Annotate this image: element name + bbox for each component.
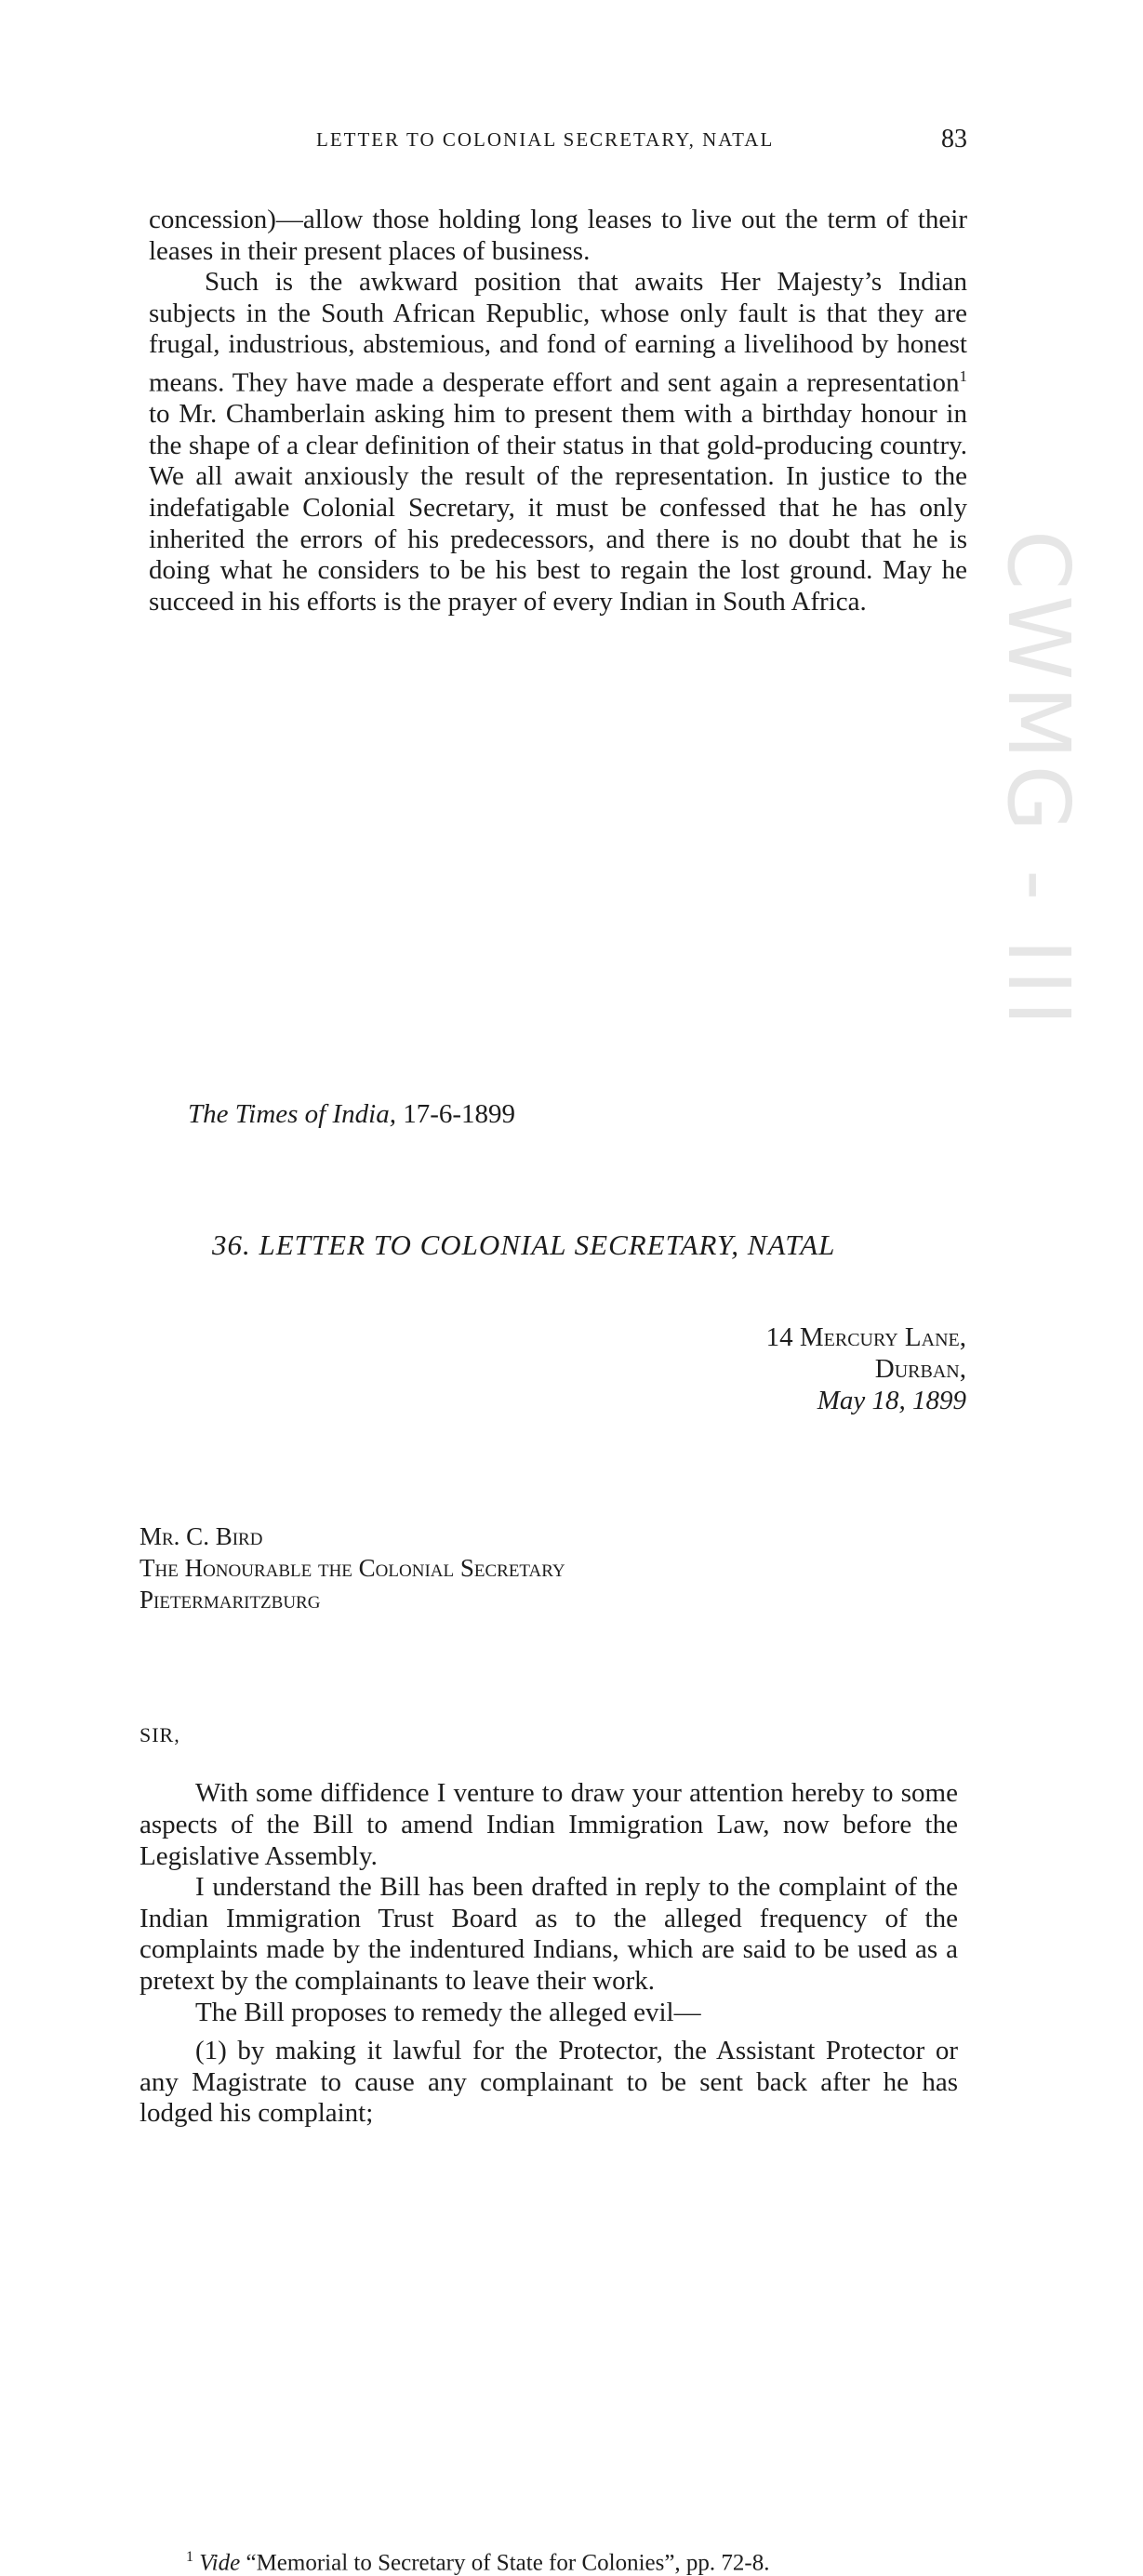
paragraph-text: Such is the awkward position that awaits Her Majesty’s Indian subjects in the South African Republic, whose only fault is that they are frugal, industrious, abstemious, and fond of earning a livelihood by honest means. They have made a desperate effort and sent again a representation [149, 267, 967, 398]
recipient-line: The Honourable the Colonial Secretary [140, 1554, 565, 1583]
watermark: CWMG - III [989, 530, 1088, 1031]
running-head-title: LETTER TO COLONIAL SECRETARY, NATAL [316, 128, 775, 151]
publication-date: 17-6-1899 [395, 1099, 516, 1130]
letter-body [140, 1778, 958, 2130]
paragraph-text: to Mr. Chamberlain asking him to present them with a birthday honour in the shape of a clear definition of their status in that gold-producing country. We all await anxiously the result of the representation. In justice to the indefatigable Colonial Secretary, it must be confessed that he has only inherited the errors of his predecessors, and there is no doubt that he is doing what he considers to be his best to regain the lost ground. May he succeed in his efforts is the prayer of every Indian in South Africa. [149, 399, 967, 617]
letter-paragraph: I understand the Bill has been drafted in reply to the complaint of the Indian Immigration Trust Board as to the alleged frequency of the complaints made by the indentured Indians, which are said to be used as a pretext by the complainants to leave their work. [140, 1872, 958, 1996]
recipient-block [140, 1520, 1143, 1615]
salutation: SIR, [140, 1723, 180, 1747]
section-title: 36. LETTER TO COLONIAL SECRETARY, NATAL [212, 1228, 836, 1262]
address-line: Durban, [874, 1354, 966, 1385]
footnote-reference: 1 [959, 366, 967, 385]
address-line: 14 Mercury Lane, [765, 1322, 966, 1353]
recipient-line: Pietermaritzburg [140, 1586, 321, 1614]
footnote-mark: 1 [186, 2548, 193, 2565]
continuation-paragraph-2 [149, 267, 967, 617]
recipient-line: Mr. C. Bird [140, 1522, 263, 1551]
letter-paragraph: (1) by making it lawful for the Protector, the Assistant Protector or any Magistrate to cause any complainant to be sent back after he has lodged his complaint; [140, 2036, 958, 2129]
page-number: 83 [941, 125, 967, 153]
letter-date: May 18, 1899 [817, 1386, 966, 1416]
letter-paragraph: The Bill proposes to remedy the alleged evil— [195, 1997, 701, 2027]
running-head [149, 125, 967, 158]
continuation-text [149, 205, 967, 617]
publication-name: The Times of India, [188, 1099, 396, 1130]
footnote-vide: Vide [199, 2550, 241, 2576]
continuation-paragraph-1: concession)—allow those holding long leases to live out the term of their leases in their present places of business. [149, 205, 967, 266]
letter-paragraph: With some diffidence I venture to draw your attention hereby to some aspects of the Bill to amend Indian Immigration Law, now before the Legislative Assembly. [140, 1778, 958, 1871]
source-citation [188, 1099, 1143, 1130]
footnote-text: “Memorial to Secretary of State for Colonies”, pp. 72-8. [240, 2550, 770, 2576]
sender-address [0, 1321, 966, 1416]
footnote [186, 2549, 1143, 2576]
